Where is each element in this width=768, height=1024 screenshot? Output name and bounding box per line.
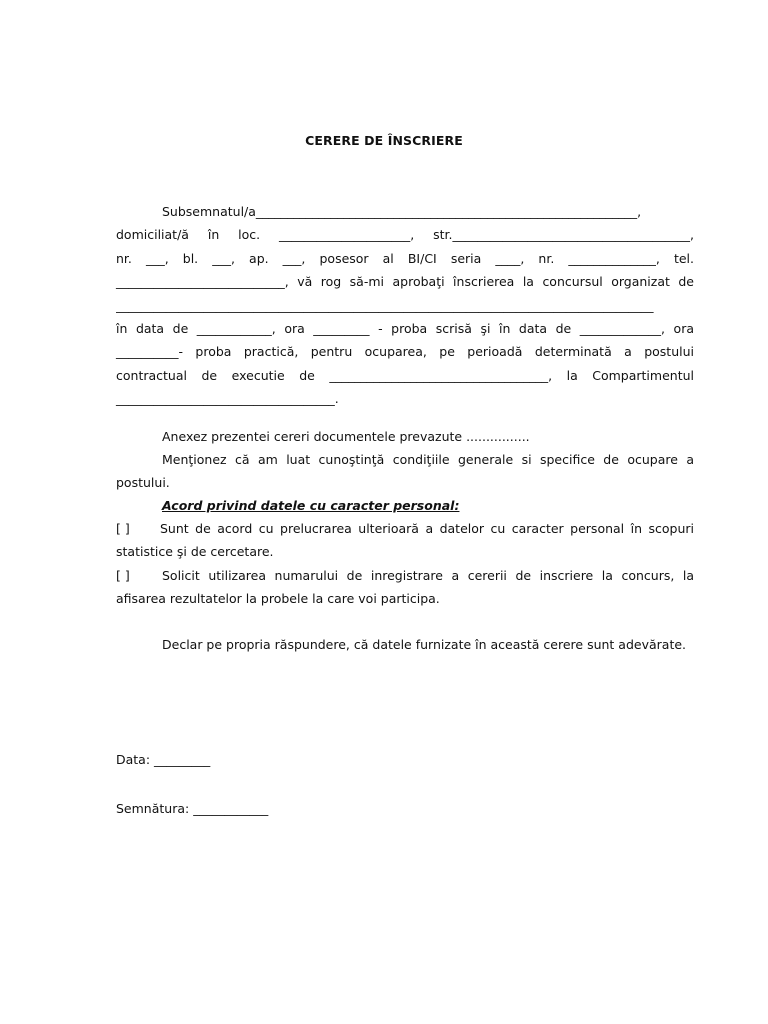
body-line-9: ___________________________________. [116,391,339,407]
body-line-3: nr. ___, bl. ___, ap. ___, posesor al BI/CI seria ____, nr. ______________, tel. [116,250,694,266]
consent-checkbox-1[interactable]: [ ] [116,521,130,536]
document-title: CERERE DE ÎNSCRIERE [305,133,463,148]
body-line-7: __________- proba practică, pentru ocuparea, pe perioadă determinată a postului [116,344,694,360]
body-line-1: Subsemnatul/a_____________________________________________________________, [162,204,642,219]
mention-paragraph: Menţionez că am luat cunoştinţă condiţiile generale si specifice de ocupare a postului. [116,452,694,491]
consent-checkbox-2[interactable]: [ ] [116,568,130,583]
body-line-5: ______________________________________________________________________________________ [116,297,654,313]
signature-field: Semnătura: ____________ [116,801,269,816]
consent-text-2: Solicit utilizarea numarului de inregistrare a cererii de inscriere la concurs, la afisarea rezultatelor la probele la care voi participa. [116,568,694,607]
consent-heading: Acord privind datele cu caracter personal: [162,498,460,513]
consent-item-1 [116,517,694,564]
date-field: Data: _________ [116,752,211,767]
body-line-8: contractual de executie de ___________________________________, la Compartimentul [116,367,694,383]
body-line-4: ___________________________, vă rog să-mi aprobaţi înscrierea la concursul organizat de [116,274,694,290]
body-line-6: în data de ____________, ora _________ - proba scrisă şi în data de _____________, ora [116,321,694,337]
body-line-2: domiciliat/ă în loc. _____________________, str.______________________________________, [116,227,694,243]
consent-text-1: Sunt de acord cu prelucrarea ulterioară a datelor cu caracter personal în scopuri statistice şi de cercetare. [116,521,694,560]
declaration-paragraph: Declar pe propria răspundere, că datele furnizate în această cerere sunt adevărate. [162,637,687,652]
application-body [116,200,694,411]
annex-paragraph: Anexez prezentei cereri documentele prevazute ................ [162,429,530,444]
consent-item-2 [116,564,694,611]
